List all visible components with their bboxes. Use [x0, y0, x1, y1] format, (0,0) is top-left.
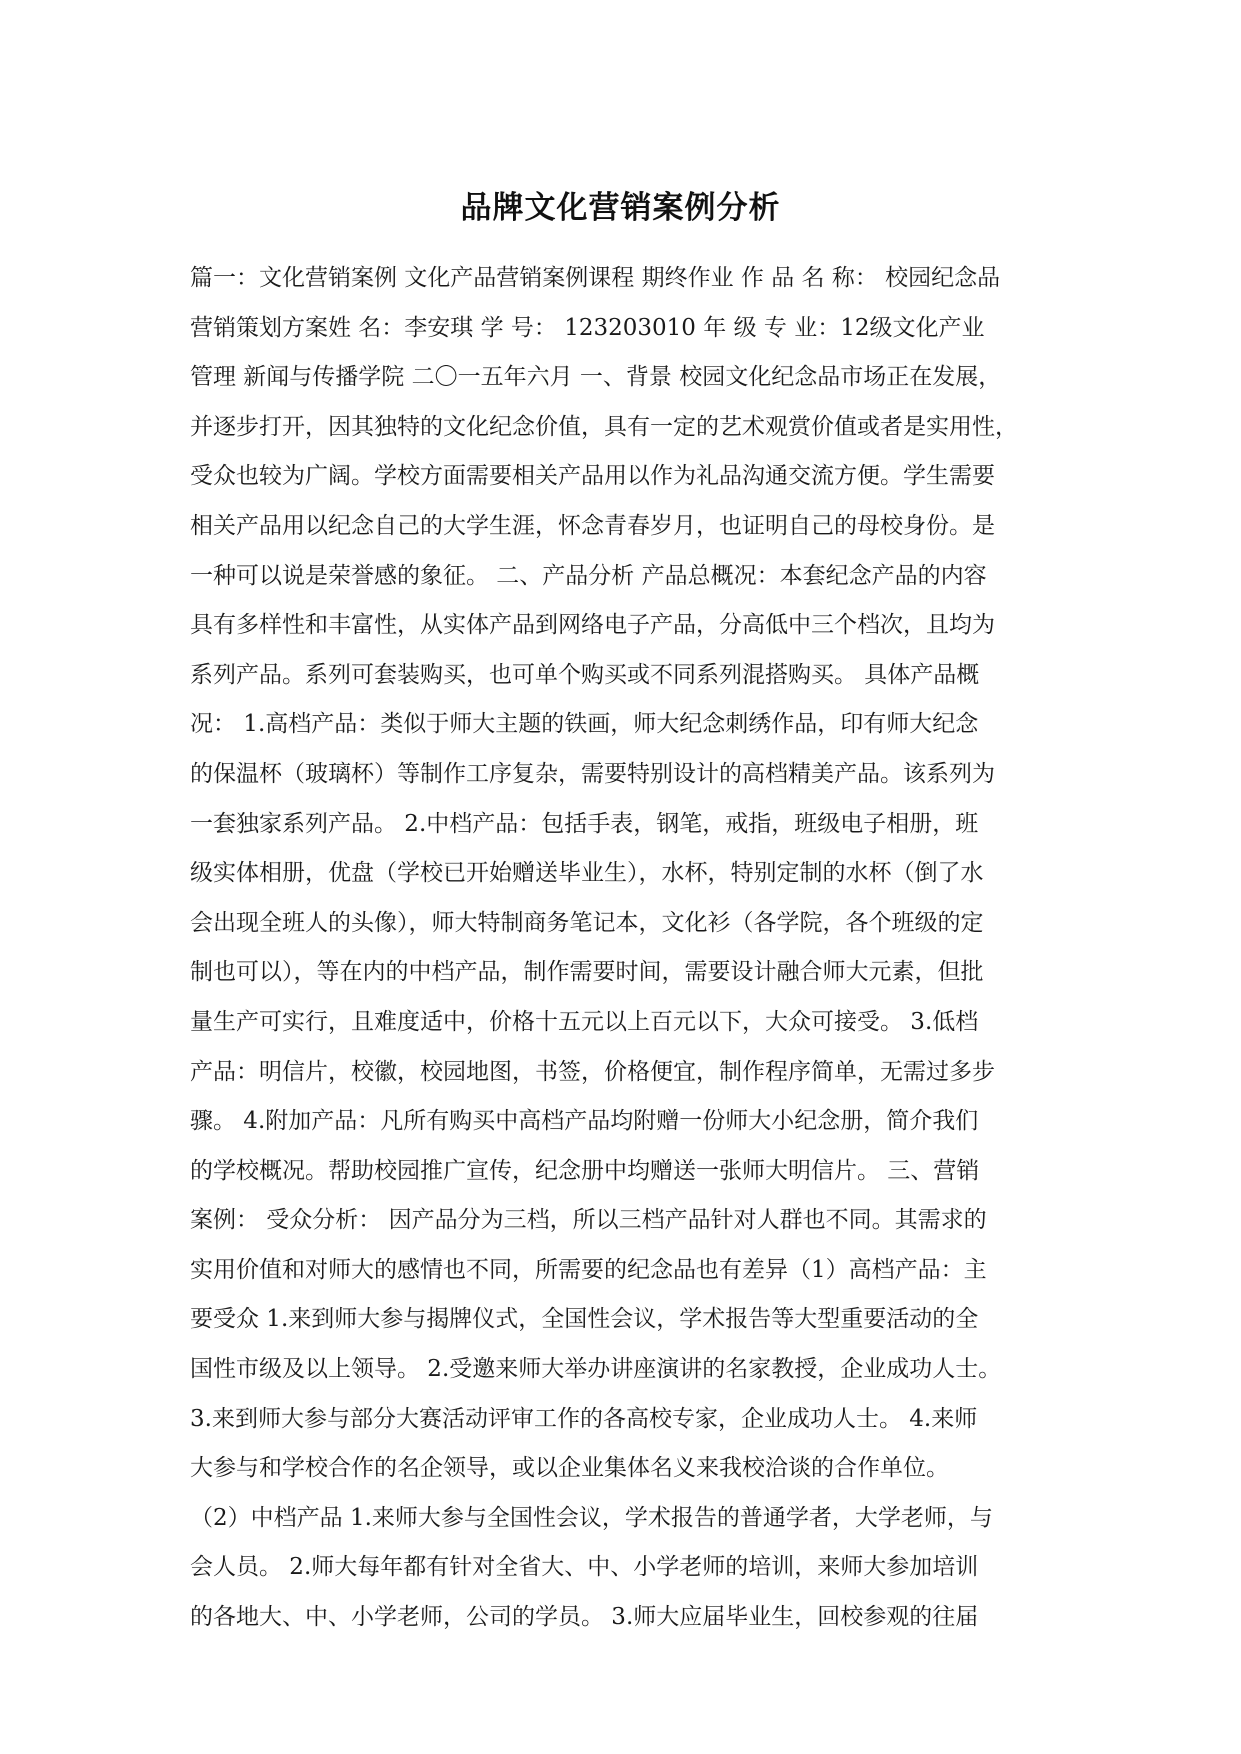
body-line: 要受众 1.来到师大参与揭牌仪式，全国性会议，学术报告等大型重要活动的全: [190, 1306, 979, 1333]
body-line: 相关产品用以纪念自己的大学生涯，怀念青春岁月，也证明自己的母校身份。是: [190, 512, 995, 539]
body-line: 量生产可实行，且难度适中，价格十五元以上百元以下，大众可接受。 3.低档: [190, 1008, 979, 1035]
body-line: 骤。 4.附加产品：凡所有购买中高档产品均附赠一份师大小纪念册，简介我们: [190, 1108, 979, 1135]
body-line: 受众也较为广阔。学校方面需要相关产品用以作为礼品沟通交流方便。学生需要: [190, 463, 995, 490]
body-line: 的各地大、中、小学老师，公司的学员。 3.师大应届毕业生，回校参观的往届: [190, 1604, 979, 1631]
body-line: 案例： 受众分析： 因产品分为三档，所以三档产品针对人群也不同。其需求的: [190, 1207, 987, 1234]
body-line: 的学校概况。帮助校园推广宣传，纪念册中均赠送一张师大明信片。 三、营销: [190, 1157, 980, 1184]
body-line: 制也可以），等在内的中档产品，制作需要时间，需要设计融合师大元素，但批: [190, 959, 984, 986]
document-title: 品牌文化营销案例分析: [460, 190, 781, 226]
body-line: （2）中档产品 1.来师大参与全国性会议，学术报告的普通学者，大学老师，与: [190, 1504, 993, 1531]
body-line: 并逐步打开，因其独特的文化纪念价值，具有一定的艺术观赏价值或者是实用性，: [190, 413, 1018, 440]
body-line: 级实体相册，优盘（学校已开始赠送毕业生），水杯，特别定制的水杯（倒了水: [190, 860, 984, 887]
body-line: 3.来到师大参与部分大赛活动评审工作的各高校专家，企业成功人士。 4.来师: [190, 1405, 978, 1432]
body-line: 篇一：文化营销案例 文化产品营销案例课程 期终作业 作 品 名 称： 校园纪念品: [190, 265, 1001, 291]
body-line: 会人员。 2.师大每年都有针对全省大、中、小学老师的培训，来师大参加培训: [190, 1554, 979, 1581]
body-line: 国性市级及以上领导。 2.受邀来师大举办讲座演讲的名家教授，企业成功人士。: [190, 1356, 1002, 1383]
body-line: 系列产品。系列可套装购买，也可单个购买或不同系列混搭购买。 具体产品概: [190, 661, 980, 688]
body-line: 管理 新闻与传播学院 二〇一五年六月 一、背景 校园文化纪念品市场正在发展，: [190, 364, 1002, 391]
body-line: 具有多样性和丰富性，从实体产品到网络电子产品，分高低中三个档次，且均为: [190, 612, 995, 639]
body-line: 况： 1.高档产品：类似于师大主题的铁画，师大纪念刺绣作品，印有师大纪念: [190, 711, 979, 738]
body-line: 会出现全班人的头像），师大特制商务笔记本，文化衫（各学院，各个班级的定: [190, 909, 984, 936]
body-line: 实用价值和对师大的感情也不同，所需要的纪念品也有差异（1）高档产品：主: [190, 1256, 987, 1283]
body-line: 一种可以说是荣誉感的象征。 二、产品分析 产品总概况：本套纪念产品的内容: [190, 562, 987, 589]
body-line: 大参与和学校合作的名企领导，或以企业集体名义来我校洽谈的合作单位。: [190, 1455, 949, 1482]
document-body: [190, 254, 1070, 1643]
body-line: 的保温杯（玻璃杯）等制作工序复杂，需要特别设计的高档精美产品。该系列为: [190, 760, 995, 787]
body-line: 产品：明信片，校徽，校园地图，书签，价格便宜，制作程序简单，无需过多步: [190, 1058, 995, 1085]
body-line: 一套独家系列产品。 2.中档产品：包括手表，钢笔，戒指，班级电子相册，班: [190, 810, 979, 837]
body-line: 营销策划方案姓 名：李安琪 学 号： 123203010 年 级 专 业：12级文化产业: [190, 314, 985, 341]
